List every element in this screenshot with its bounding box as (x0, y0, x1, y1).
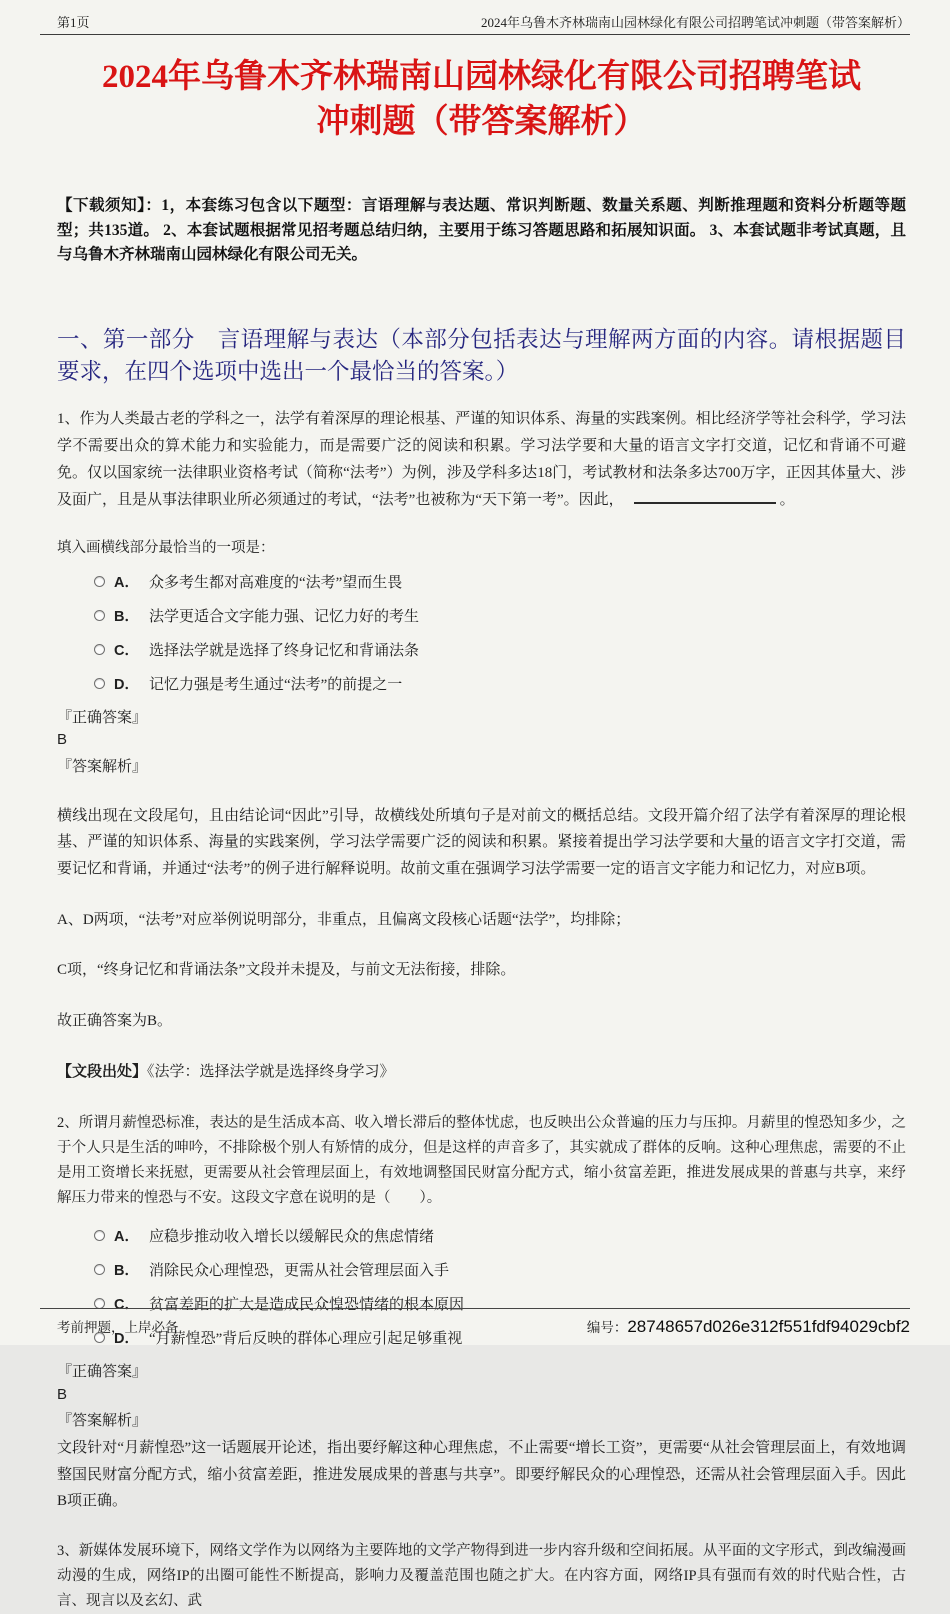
radio-button[interactable] (94, 678, 105, 689)
analysis-label: 『答案解析』 (57, 759, 148, 776)
source-text: 《法学：选择法学就是选择终身学习》 (147, 1063, 395, 1080)
question-1-option-c[interactable] (94, 639, 906, 660)
option-letter: A． (114, 574, 139, 591)
download-notice: 【下载须知】：1，本套练习包含以下题型：言语理解与表达题、常识判断题、数量关系题、判断推理题和资料分析题等题型；共135道。 2、本套试题根据常见招考题总结归纳，主要用于练习答题思路和拓展知识面。 3、本套试题非考试真题，且与乌鲁木齐林瑞南山园林绿化有限公司无关。 (57, 197, 906, 264)
option-text: 记忆力强是考生通过“法考”的前提之一 (148, 676, 403, 693)
radio-button[interactable] (94, 1264, 105, 1275)
option-text: 应稳步推动收入增长以缓解民众的焦虑情绪 (148, 1229, 434, 1246)
question-3-stem: 3、新媒体发展环境下，网络文学作为以网络为主要阵地的文学产物得到进一步内容升级和空间拓展。从平面的文字形式，到改编漫画动漫的生成，网络IP的出圈可能性不断提高，影响力及覆盖范围也随之扩大。在内容方面，网络IP具有强而有效的时代贴合性，古言、现言以及玄幻、武 (57, 1542, 906, 1609)
option-text: 众多考生都对高难度的“法考”望而生畏 (148, 574, 403, 591)
page-footer (40, 1308, 910, 1337)
option-text: 法学更适合文字能力强、记忆力好的考生 (148, 608, 419, 625)
document-title: 2024年乌鲁木齐林瑞南山园林绿化有限公司招聘笔试冲刺题（带答案解析） (102, 59, 861, 140)
option-letter: D． (114, 1331, 139, 1348)
radio-button[interactable] (94, 576, 105, 587)
footer-serial (587, 1316, 910, 1337)
question-1-option-b[interactable] (94, 605, 906, 626)
option-text: 消除民众心理惶恐，更需从社会管理层面入手 (148, 1263, 449, 1280)
analysis-paragraph: 横线出现在文段尾句，且由结论词“因此”引导，故横线处所填句子是对前文的概括总结。文段开篇介绍了法学有着深厚的理论根基、严谨的知识体系、海量的实践案例，学习法学需要广泛的阅读和积累。紧接着提出学习法学要和大量的语言文字打交道，需要记忆和背诵，并通过“法考”的例子进行解释说明。故前文重在强调学习法学需要一定的语言文字能力和记忆力，对应B项。 (57, 807, 906, 877)
option-letter: B． (114, 608, 139, 625)
correct-answer-value: B (57, 1385, 68, 1403)
correct-answer-label: 『正确答案』 (57, 1364, 148, 1381)
question-1-prompt: 填入画横线部分最恰当的一项是： (57, 539, 275, 556)
page-header (40, 0, 910, 35)
option-text: “月薪惶恐”背后反映的群体心理应引起足够重视 (148, 1331, 463, 1348)
question-2-stem: 2、所谓月薪惶恐标准，表达的是生活成本高、收入增长滞后的整体忧虑，也反映出公众普遍的压力与压抑。月薪里的惶恐知多少，之于个人只是生活的呻吟，不排除极个别人有矫情的成分，但是这样的声音多了，其实就成了群体的反响。这种心理焦虑，需要的不止是用工资增长来抚慰，更需要从社会管理层面上，有效地调整国民财富分配方式，缩小贫富差距，推进发展成果的普惠与共享，来纾解压力带来的惶恐与不安。这段文字意在说明的是（ ）。 (57, 1115, 906, 1207)
question-1-options (57, 571, 906, 694)
question-3 (57, 1539, 906, 1614)
option-letter: D． (114, 676, 139, 693)
analysis-paragraph: C项，“终身记忆和背诵法条”文段并未提及，与前文无法衔接，排除。 (57, 962, 516, 979)
question-1-stem-text: 1、作为人类最古老的学科之一，法学有着深厚的理论根基、严谨的知识体系、海量的实践案例。相比经济学等社会科学，学习法学不需要出众的算术能力和实验能力，而是需要广泛的阅读和积累。学习法学要和大量的语言文字打交道，记忆和背诵不可避免。仅以国家统一法律职业资格考试（简称“法考”）为例，涉及学科多达18门，考试教材和法条多达700万字，正因其体量大、涉及面广，且是从事法律职业所必须通过的考试，“法考”也被称为“天下第一考”。因此， (57, 410, 906, 508)
analysis-paragraph: A、D两项，“法考”对应举例说明部分，非重点，且偏离文段核心话题“法学”，均排除； (57, 911, 631, 928)
section-heading: 一、第一部分 言语理解与表达（本部分包括表达与理解两方面的内容。请根据题目要求，在四个选项中选出一个最恰当的答案。） (57, 326, 906, 385)
question-1-option-a[interactable] (94, 571, 906, 592)
radio-button[interactable] (94, 644, 105, 655)
option-letter: B． (114, 1263, 139, 1280)
question-1-stem-end: 。 (779, 491, 795, 508)
source-label: 【文段出处】 (57, 1063, 148, 1080)
question-2-option-b[interactable] (94, 1259, 906, 1280)
page-number: 第1页 (57, 15, 90, 30)
question-1 (57, 406, 906, 1086)
option-text: 选择法学就是选择了终身记忆和背诵法条 (148, 642, 419, 659)
question-2-option-a[interactable] (94, 1225, 906, 1246)
radio-button[interactable] (94, 610, 105, 621)
footer-slogan: 考前押题，上岸必备 (57, 1320, 179, 1335)
option-letter: C． (114, 642, 139, 659)
option-letter: C． (114, 1297, 139, 1314)
analysis-label: 『答案解析』 (57, 1413, 148, 1430)
option-letter: A． (114, 1229, 139, 1246)
analysis-paragraph: 文段针对“月薪惶恐”这一话题展开论述，指出要纾解这种心理焦虑，不止需要“增长工资”，更需要“从社会管理层面上，有效地调整国民财富分配方式，缩小贫富差距，推进发展成果的普惠与共享”。即要纾解民众的心理惶恐，还需从社会管理层面入手。因此B项正确。 (57, 1439, 906, 1510)
correct-answer-label: 『正确答案』 (57, 709, 148, 726)
correct-answer-value: B (57, 731, 68, 749)
serial-value: 28748657d026e312f551fdf94029cbf2 (627, 1317, 910, 1336)
question-1-option-d[interactable] (94, 673, 906, 694)
fill-in-blank-line (634, 502, 776, 504)
serial-label: 编号： (586, 1320, 628, 1335)
header-doc-name: 2024年乌鲁木齐林瑞南山园林绿化有限公司招聘笔试冲刺题（带答案解析） (480, 15, 910, 30)
analysis-conclusion: 故正确答案为B。 (57, 1012, 173, 1029)
radio-button[interactable] (94, 1230, 105, 1241)
source-line (57, 1059, 906, 1086)
question-1-stem (57, 406, 906, 514)
option-text: 贫富差距的扩大是造成民众惶恐情绪的根本原因 (148, 1297, 464, 1314)
